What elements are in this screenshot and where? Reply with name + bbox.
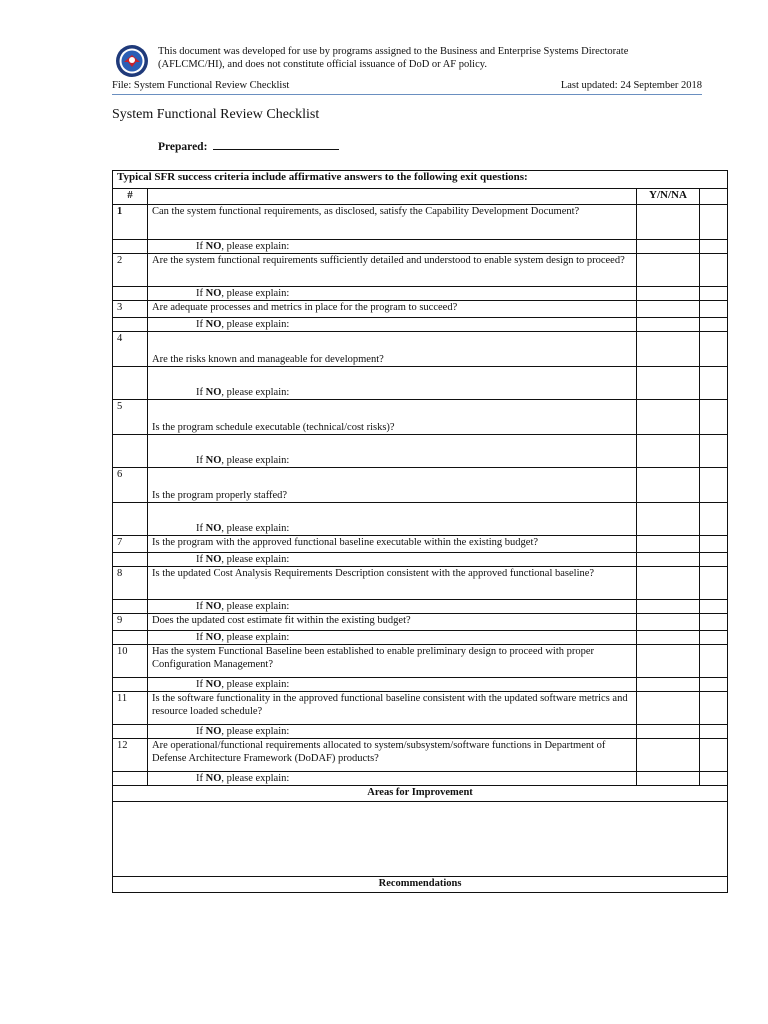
answer-cell[interactable] bbox=[637, 645, 700, 678]
explain-row bbox=[113, 678, 728, 692]
answer-extra-cell[interactable] bbox=[700, 468, 728, 503]
explain-row bbox=[113, 287, 728, 301]
disclaimer-line-1: This document was developed for use by programs assigned to the Business and Enterprise Systems Directorate bbox=[158, 46, 629, 57]
question-text: Is the updated Cost Analysis Requirements Description consistent with the approved functional baseline? bbox=[148, 567, 637, 600]
explain-row bbox=[113, 772, 728, 786]
prepared-label: Prepared: bbox=[158, 141, 208, 153]
intro-text: Typical SFR success criteria include affirmative answers to the following exit questions: bbox=[113, 171, 728, 189]
col-question-header bbox=[148, 189, 637, 205]
answer-extra-cell[interactable] bbox=[700, 332, 728, 367]
question-number: 3 bbox=[113, 301, 148, 318]
explain-no: NO bbox=[205, 554, 222, 565]
col-num-header: # bbox=[113, 189, 148, 205]
explain-no: NO bbox=[205, 601, 222, 612]
explain-rest: , please explain: bbox=[221, 523, 290, 534]
disclaimer-line-2: (AFLCMC/HI), and does not constitute official issuance of DoD or AF policy. bbox=[158, 59, 487, 70]
explain-if: If bbox=[196, 632, 206, 643]
question-text: Are operational/functional requirements allocated to system/subsystem/software functions in Department of Defense Architecture Framework (DoDAF) products? bbox=[148, 739, 637, 772]
explain-row bbox=[113, 600, 728, 614]
explain-number-cell bbox=[113, 367, 148, 400]
explain-number-cell bbox=[113, 553, 148, 567]
explain-rest: , please explain: bbox=[221, 319, 290, 330]
explain-extra-cell bbox=[700, 435, 728, 468]
answer-extra-cell[interactable] bbox=[700, 614, 728, 631]
explain-answer-cell bbox=[637, 631, 700, 645]
explain-row bbox=[113, 553, 728, 567]
recommendations-header bbox=[113, 877, 728, 893]
explain-prompt[interactable] bbox=[148, 318, 637, 332]
explain-row bbox=[113, 631, 728, 645]
explain-extra-cell bbox=[700, 367, 728, 400]
explain-if: If bbox=[196, 288, 206, 299]
explain-extra-cell bbox=[700, 725, 728, 739]
question-row bbox=[113, 536, 728, 553]
answer-extra-cell[interactable] bbox=[700, 301, 728, 318]
explain-number-cell bbox=[113, 287, 148, 301]
question-text: Is the software functionality in the approved functional baseline consistent with the updated software metrics and resource loaded schedule? bbox=[148, 692, 637, 725]
explain-row bbox=[113, 240, 728, 254]
explain-number-cell bbox=[113, 503, 148, 536]
explain-extra-cell bbox=[700, 287, 728, 301]
explain-row bbox=[113, 318, 728, 332]
explain-if: If bbox=[196, 319, 206, 330]
question-text: Has the system Functional Baseline been established to enable preliminary design to proceed with proper Configuration Management? bbox=[148, 645, 637, 678]
page-title: System Functional Review Checklist bbox=[112, 107, 320, 122]
explain-prompt[interactable] bbox=[148, 435, 637, 468]
question-row bbox=[113, 332, 728, 367]
question-row bbox=[113, 254, 728, 287]
question-number: 12 bbox=[113, 739, 148, 772]
explain-no: NO bbox=[205, 319, 222, 330]
column-header-row bbox=[113, 189, 728, 205]
explain-rest: , please explain: bbox=[221, 455, 290, 466]
explain-rest: , please explain: bbox=[221, 679, 290, 690]
question-number: 10 bbox=[113, 645, 148, 678]
explain-if: If bbox=[196, 455, 206, 466]
question-number: 11 bbox=[113, 692, 148, 725]
question-row bbox=[113, 468, 728, 503]
explain-if: If bbox=[196, 773, 206, 784]
explain-prompt[interactable] bbox=[148, 600, 637, 614]
explain-no: NO bbox=[205, 679, 222, 690]
explain-answer-cell bbox=[637, 240, 700, 254]
explain-answer-cell bbox=[637, 318, 700, 332]
question-number: 9 bbox=[113, 614, 148, 631]
explain-if: If bbox=[196, 523, 206, 534]
explain-if: If bbox=[196, 554, 206, 565]
question-number: 8 bbox=[113, 567, 148, 600]
answer-cell[interactable] bbox=[637, 468, 700, 503]
explain-number-cell bbox=[113, 318, 148, 332]
question-row bbox=[113, 645, 728, 678]
explain-no: NO bbox=[205, 455, 222, 466]
explain-rest: , please explain: bbox=[221, 773, 290, 784]
explain-row bbox=[113, 435, 728, 468]
answer-extra-cell[interactable] bbox=[700, 739, 728, 772]
answer-extra-cell[interactable] bbox=[700, 645, 728, 678]
question-text: Are the system functional requirements sufficiently detailed and understood to enable system design to proceed? bbox=[148, 254, 637, 287]
explain-row bbox=[113, 503, 728, 536]
col-answer-header: Y/N/NA bbox=[637, 189, 700, 205]
question-number: 5 bbox=[113, 400, 148, 435]
checklist-table bbox=[112, 170, 728, 893]
explain-rest: , please explain: bbox=[221, 288, 290, 299]
intro-row bbox=[113, 171, 728, 189]
answer-cell[interactable] bbox=[637, 400, 700, 435]
explain-prompt[interactable] bbox=[148, 240, 637, 254]
answer-cell[interactable] bbox=[637, 254, 700, 287]
explain-prompt[interactable] bbox=[148, 367, 637, 400]
question-number: 6 bbox=[113, 468, 148, 503]
explain-prompt[interactable] bbox=[148, 725, 637, 739]
explain-number-cell bbox=[113, 631, 148, 645]
question-text: Are adequate processes and metrics in place for the program to succeed? bbox=[148, 301, 637, 318]
file-line bbox=[112, 80, 702, 91]
explain-number-cell bbox=[113, 435, 148, 468]
answer-cell[interactable] bbox=[637, 536, 700, 553]
explain-extra-cell bbox=[700, 600, 728, 614]
explain-rest: , please explain: bbox=[221, 387, 290, 398]
explain-prompt[interactable] bbox=[148, 678, 637, 692]
explain-prompt[interactable] bbox=[148, 287, 637, 301]
answer-cell[interactable] bbox=[637, 692, 700, 725]
explain-no: NO bbox=[205, 288, 222, 299]
explain-no: NO bbox=[205, 632, 222, 643]
file-label: File: System Functional Review Checklist bbox=[112, 80, 290, 91]
explain-extra-cell bbox=[700, 503, 728, 536]
explain-rest: , please explain: bbox=[221, 554, 290, 565]
answer-extra-cell[interactable] bbox=[700, 567, 728, 600]
question-row bbox=[113, 692, 728, 725]
question-row bbox=[113, 205, 728, 240]
explain-answer-cell bbox=[637, 367, 700, 400]
explain-if: If bbox=[196, 726, 206, 737]
explain-prompt[interactable] bbox=[148, 772, 637, 786]
recommendations-label: Recommendations bbox=[113, 877, 728, 893]
question-text: Are the risks known and manageable for development? bbox=[148, 332, 637, 367]
areas-for-improvement-area bbox=[113, 802, 728, 877]
explain-no: NO bbox=[205, 241, 222, 252]
answer-cell[interactable] bbox=[637, 205, 700, 240]
answer-extra-cell[interactable] bbox=[700, 536, 728, 553]
question-text: Does the updated cost estimate fit within the existing budget? bbox=[148, 614, 637, 631]
question-text: Can the system functional requirements, as disclosed, satisfy the Capability Development Document? bbox=[148, 205, 637, 240]
disclaimer-text bbox=[158, 45, 718, 71]
explain-row bbox=[113, 725, 728, 739]
explain-rest: , please explain: bbox=[221, 632, 290, 643]
dod-seal-icon bbox=[115, 44, 149, 78]
explain-if: If bbox=[196, 679, 206, 690]
areas-for-improvement-input[interactable] bbox=[113, 802, 728, 877]
explain-if: If bbox=[196, 241, 206, 252]
areas-for-improvement-header bbox=[113, 786, 728, 802]
explain-number-cell bbox=[113, 725, 148, 739]
explain-answer-cell bbox=[637, 503, 700, 536]
answer-cell[interactable] bbox=[637, 567, 700, 600]
explain-row bbox=[113, 367, 728, 400]
explain-number-cell bbox=[113, 240, 148, 254]
question-row bbox=[113, 614, 728, 631]
question-text: Is the program properly staffed? bbox=[148, 468, 637, 503]
answer-extra-cell[interactable] bbox=[700, 692, 728, 725]
explain-rest: , please explain: bbox=[221, 726, 290, 737]
question-text: Is the program with the approved functional baseline executable within the existing budget? bbox=[148, 536, 637, 553]
prepared-field bbox=[158, 139, 339, 153]
explain-rest: , please explain: bbox=[221, 601, 290, 612]
explain-answer-cell bbox=[637, 678, 700, 692]
explain-answer-cell bbox=[637, 600, 700, 614]
areas-for-improvement-label: Areas for Improvement bbox=[113, 786, 728, 802]
question-number: 2 bbox=[113, 254, 148, 287]
explain-number-cell bbox=[113, 600, 148, 614]
explain-answer-cell bbox=[637, 287, 700, 301]
explain-extra-cell bbox=[700, 553, 728, 567]
question-number: 7 bbox=[113, 536, 148, 553]
explain-prompt[interactable] bbox=[148, 631, 637, 645]
header-rule bbox=[112, 94, 702, 95]
last-updated: Last updated: 24 September 2018 bbox=[560, 80, 702, 91]
explain-rest: , please explain: bbox=[221, 241, 290, 252]
explain-no: NO bbox=[205, 523, 222, 534]
explain-answer-cell bbox=[637, 553, 700, 567]
answer-extra-cell[interactable] bbox=[700, 254, 728, 287]
explain-no: NO bbox=[205, 726, 222, 737]
question-number: 4 bbox=[113, 332, 148, 367]
explain-if: If bbox=[196, 601, 206, 612]
question-number: 1 bbox=[113, 205, 148, 240]
question-row bbox=[113, 301, 728, 318]
explain-answer-cell bbox=[637, 772, 700, 786]
explain-if: If bbox=[196, 387, 206, 398]
explain-answer-cell bbox=[637, 435, 700, 468]
answer-cell[interactable] bbox=[637, 739, 700, 772]
explain-extra-cell bbox=[700, 678, 728, 692]
question-row bbox=[113, 567, 728, 600]
explain-prompt[interactable] bbox=[148, 553, 637, 567]
question-text: Is the program schedule executable (technical/cost risks)? bbox=[148, 400, 637, 435]
answer-cell[interactable] bbox=[637, 614, 700, 631]
explain-extra-cell bbox=[700, 240, 728, 254]
explain-extra-cell bbox=[700, 318, 728, 332]
explain-answer-cell bbox=[637, 725, 700, 739]
answer-cell[interactable] bbox=[637, 332, 700, 367]
explain-extra-cell bbox=[700, 772, 728, 786]
question-row bbox=[113, 400, 728, 435]
explain-prompt[interactable] bbox=[148, 503, 637, 536]
answer-cell[interactable] bbox=[637, 301, 700, 318]
answer-extra-cell[interactable] bbox=[700, 205, 728, 240]
explain-number-cell bbox=[113, 772, 148, 786]
question-row bbox=[113, 739, 728, 772]
col-extra-header bbox=[700, 189, 728, 205]
explain-no: NO bbox=[205, 387, 222, 398]
explain-no: NO bbox=[205, 773, 222, 784]
explain-extra-cell bbox=[700, 631, 728, 645]
explain-number-cell bbox=[113, 678, 148, 692]
prepared-input[interactable] bbox=[213, 139, 339, 150]
answer-extra-cell[interactable] bbox=[700, 400, 728, 435]
